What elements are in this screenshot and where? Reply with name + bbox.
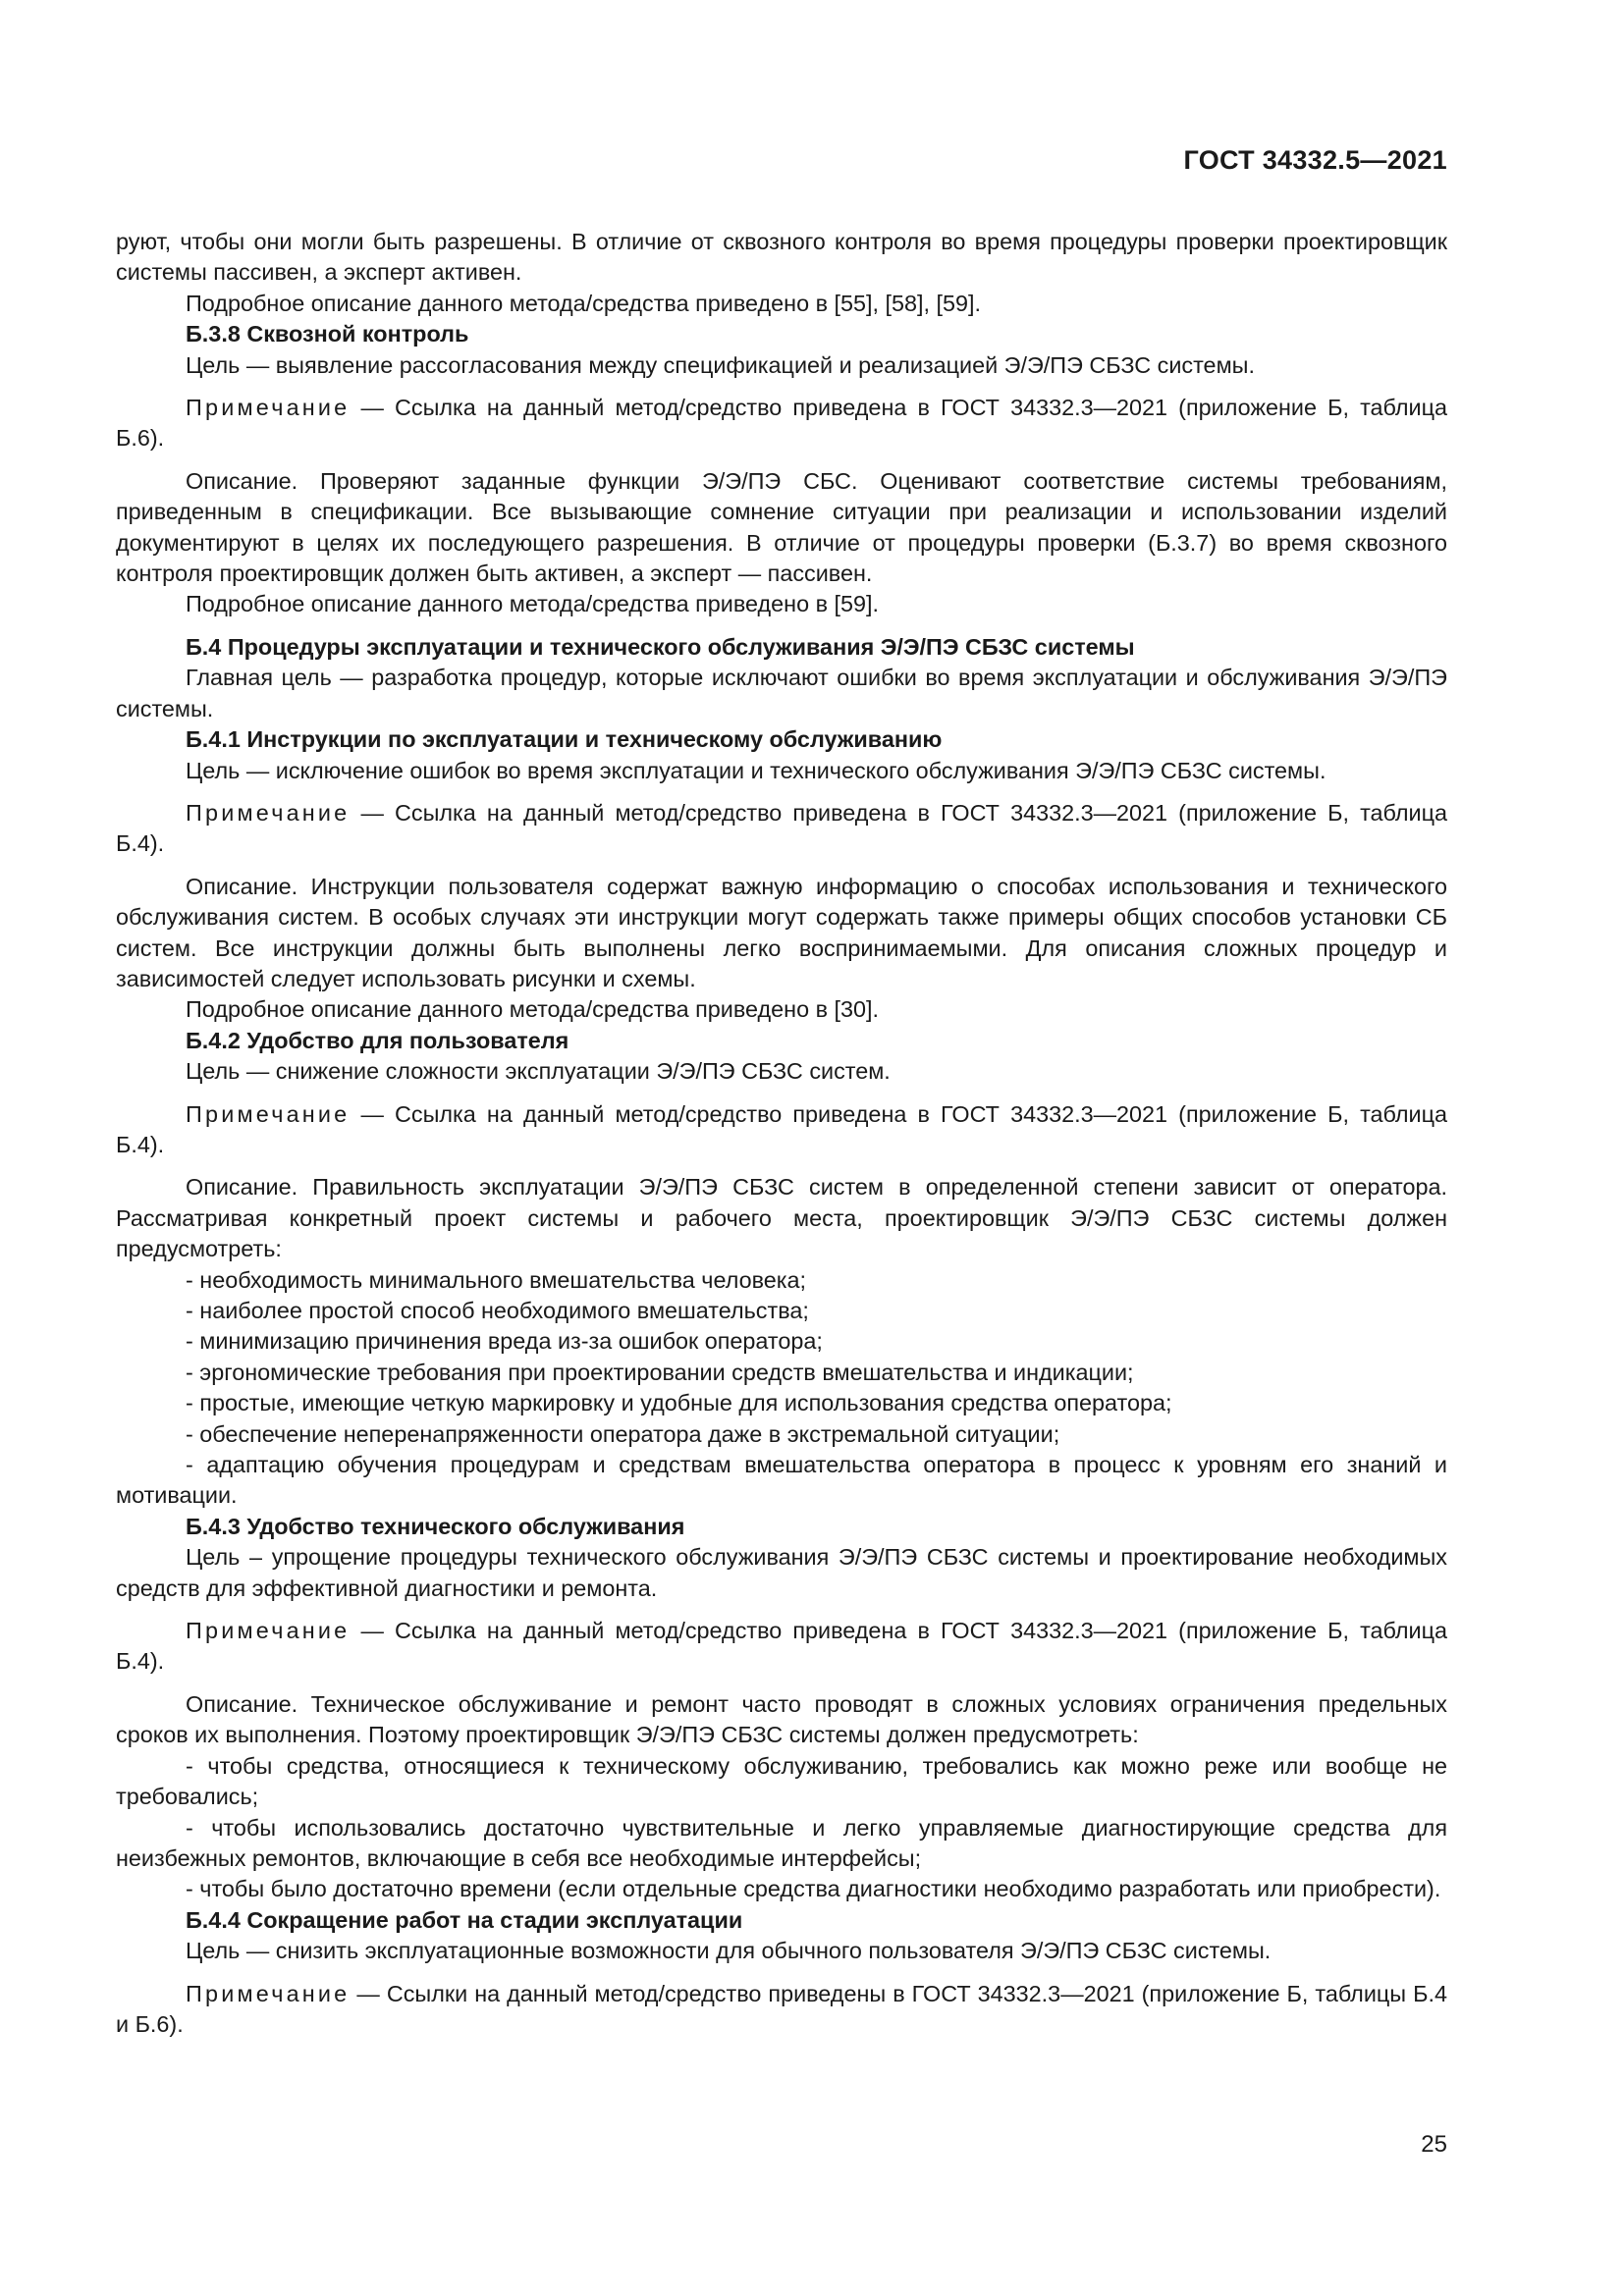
body-paragraph: Цель — выявление рассогласования между спецификацией и реализацией Э/Э/ПЭ СБЗС системы. [186, 351, 1255, 378]
list-item: - простые, имеющие четкую маркировку и удобные для использования средства оператора; [186, 1390, 1172, 1416]
section-heading: Б.4.2 Удобство для пользователя [186, 1027, 569, 1053]
list-item: - чтобы было достаточно времени (если отдельные средства диагностики необходимо разработать или приобрести). [186, 1876, 1441, 1902]
section-heading: Б.3.8 Сквозной контроль [186, 321, 469, 347]
body-paragraph: Описание. Техническое обслуживание и ремонт часто проводят в сложных условиях ограничения предельных сроков их выполнения. Поэтому проектировщик Э/Э/ПЭ СБЗС системы должен предусмотреть: [116, 1690, 1447, 1748]
body-paragraph: руют, чтобы они могли быть разрешены. В отличие от сквозного контроля во время процедуры проверки проектировщик системы пассивен, а эксперт активен. [116, 229, 1447, 286]
body-paragraph: Цель — исключение ошибок во время эксплуатации и технического обслуживания Э/Э/ПЭ СБЗС системы. [186, 757, 1326, 783]
document-body [116, 227, 1447, 2052]
body-paragraph: Главная цель — разработка процедур, которые исключают ошибки во время эксплуатации и обслуживания Э/Э/ПЭ системы. [116, 665, 1447, 721]
section-heading: Б.4 Процедуры эксплуатации и технического обслуживания Э/Э/ПЭ СБЗС системы [186, 633, 1135, 660]
note-paragraph [116, 1099, 1447, 1161]
body-paragraph: Цель — снижение сложности эксплуатации Э/Э/ПЭ СБЗС систем. [186, 1058, 891, 1085]
list-item: - эргономические требования при проектировании средств вмешательства и индикации; [186, 1359, 1134, 1385]
list-item: - чтобы средства, относящиеся к техническому обслуживанию, требовались как можно реже или вообще не требовались; [116, 1752, 1447, 1810]
body-paragraph: Описание. Правильность эксплуатации Э/Э/ПЭ СБЗС систем в определенной степени зависит от оператора. Рассматривая конкретный проект системы и рабочего места, проектировщик Э/Э/ПЭ СБЗС системы должен предусмотреть: [116, 1174, 1447, 1262]
note-paragraph [116, 393, 1447, 454]
body-paragraph: Описание. Проверяют заданные функции Э/Э/ПЭ СБС. Оценивают соответствие системы требованиям, приведенным в спецификации. Все вызывающие сомнение ситуации при реализации и использовании изделий документируют в целях их последующего разрешения. В отличие от процедуры проверки (Б.3.7) во время сквозного контроля проектировщик должен быть активен, а эксперт — пассивен. [116, 467, 1447, 587]
document-page [116, 0, 1447, 2296]
note-text: — Ссылка на данный метод/средство приведена в ГОСТ 34332.3—2021 (приложение Б, таблица Б.4). [116, 799, 1447, 857]
list-item: - чтобы использовались достаточно чувствительные и легко управляемые диагностирующие средства для неизбежных ремонтов, включающие в себя все необходимые интерфейсы; [116, 1814, 1447, 1871]
list-item: - необходимость минимального вмешательства человека; [186, 1266, 807, 1293]
note-paragraph [116, 1616, 1447, 1678]
list-item: - обеспечение неперенапряженности оператора даже в экстремальной ситуации; [186, 1420, 1060, 1447]
body-paragraph: Подробное описание данного метода/средства приведено в [55], [58], [59]. [186, 290, 982, 316]
page-header-standard-number: ГОСТ 34332.5—2021 [1183, 145, 1447, 175]
list-item: - адаптацию обучения процедурам и средствам вмешательства оператора в процесс к уровням его знаний и мотивации. [116, 1452, 1447, 1509]
body-paragraph: Подробное описание данного метода/средства приведено в [30]. [186, 996, 880, 1023]
note-label: Примечание [186, 1618, 351, 1644]
body-paragraph: Цель — снизить эксплуатационные возможности для обычного пользователя Э/Э/ПЭ СБЗС системы. [186, 1938, 1272, 1964]
page-number: 25 [1421, 2131, 1447, 2158]
note-paragraph [116, 798, 1447, 860]
section-heading: Б.4.1 Инструкции по эксплуатации и техническому обслуживанию [186, 726, 943, 753]
note-label: Примечание [186, 799, 351, 826]
note-text: — Ссылка на данный метод/средство приведена в ГОСТ 34332.3—2021 (приложение Б, таблица Б.4). [116, 1100, 1447, 1157]
list-item: - минимизацию причинения вреда из-за ошибок оператора; [186, 1328, 823, 1355]
note-text: — Ссылки на данный метод/средство приведены в ГОСТ 34332.3—2021 (приложение Б, таблицы Б.4 и Б.6). [116, 1980, 1447, 2037]
section-heading: Б.4.4 Сокращение работ на стадии эксплуатации [186, 1906, 743, 1933]
body-paragraph: Подробное описание данного метода/средства приведено в [59]. [186, 591, 880, 617]
note-label: Примечание [186, 1100, 351, 1127]
note-label: Примечание [186, 1980, 351, 2006]
note-label: Примечание [186, 395, 351, 421]
note-text: — Ссылка на данный метод/средство приведена в ГОСТ 34332.3—2021 (приложение Б, таблица Б.6). [116, 395, 1447, 452]
section-heading: Б.4.3 Удобство технического обслуживания [186, 1513, 685, 1539]
body-paragraph: Цель – упрощение процедуры технического обслуживания Э/Э/ПЭ СБЗС системы и проектирование необходимых средств для эффективной диагностики и ремонта. [116, 1544, 1447, 1601]
note-text: — Ссылка на данный метод/средство приведена в ГОСТ 34332.3—2021 (приложение Б, таблица Б.4). [116, 1618, 1447, 1675]
note-paragraph [116, 1979, 1447, 2041]
body-paragraph: Описание. Инструкции пользователя содержат важную информацию о способах использования и технического обслуживания систем. В особых случаях эти инструкции могут содержать также примеры общих способов установки СБ систем. Все инструкции должны быть выполнены легко воспринимаемыми. Для описания сложных процедур и зависимостей следует использовать рисунки и схемы. [116, 873, 1447, 991]
list-item: - наиболее простой способ необходимого вмешательства; [186, 1298, 809, 1323]
